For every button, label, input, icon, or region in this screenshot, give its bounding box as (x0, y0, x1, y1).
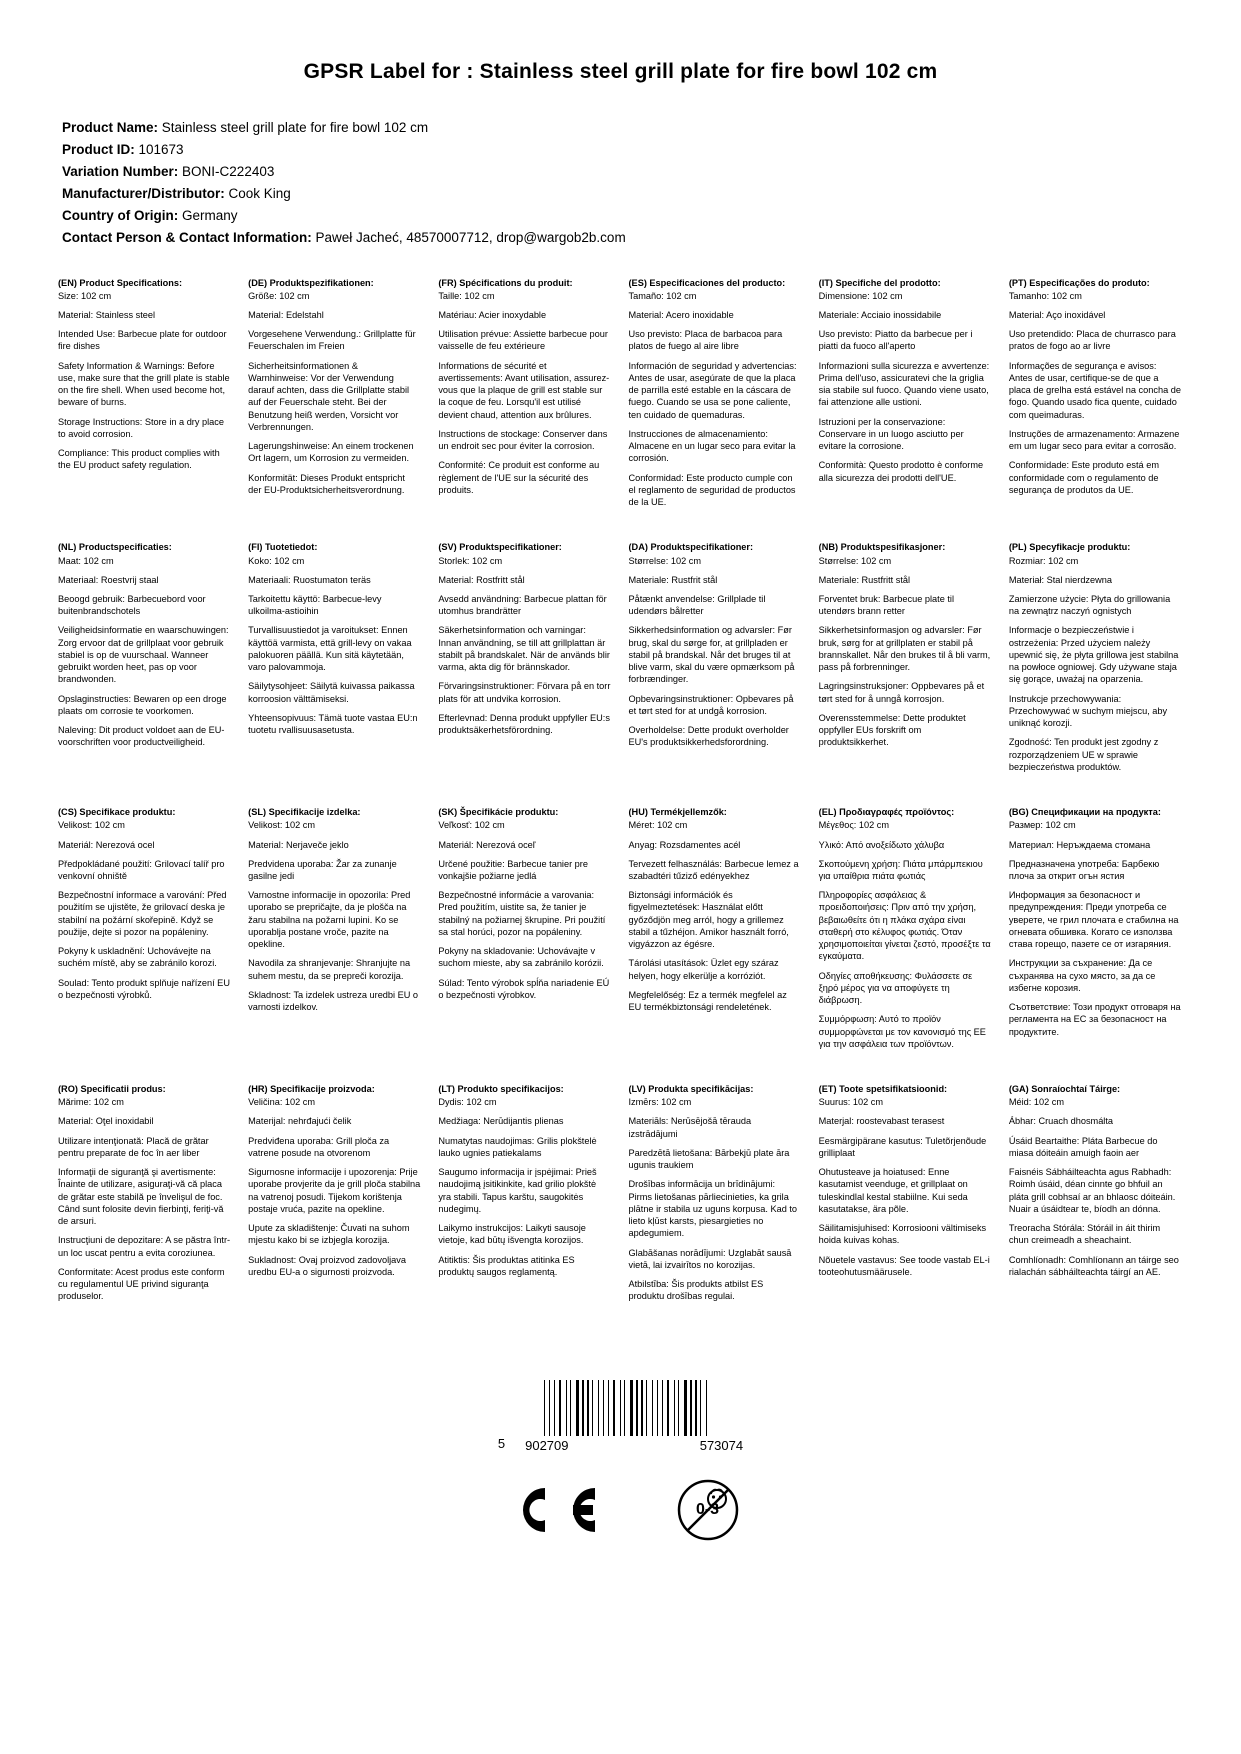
spec-paragraph: Instrukcje przechowywania: Przechowywać w suchym miejscu, aby uniknąć korozji. (1008, 693, 1170, 729)
spec-paragraph: Vorgesehene Verwendung.: Grillplatte für Feuerschalen im Freien (248, 329, 419, 352)
spec-paragraph: Istruzioni per la conservazione: Conservare in un luogo asciutto per evitare la corrosione. (818, 416, 967, 452)
spec-paragraph: Predvidena uporaba: Žar za zunanje gasilne jedi (248, 858, 400, 881)
spec-paragraph: Uso previsto: Piatto da barbecue per i piatti da fuoco all'aperto (818, 329, 975, 352)
spec-paragraph: Materjal: roostevabast terasest (818, 1116, 945, 1127)
spec-paragraph: Uso previsto: Placa de barbacoa para platos de fuego al aire libre (628, 329, 785, 352)
spec-paragraph: Πληροφορίες ασφάλειας & προειδοποιήσεις: Πριν από την χρήση, βεβαιωθείτε ότι η πλάκα σχάρα είναι σταθερή στο κέλυφος φωτιάς. Όταν χρησιμοποιείται γίνεται ζεστό, προσέξτε τα εγκαύματα. (818, 890, 994, 962)
spec-paragraph: Tamaño: 102 cm (628, 290, 697, 301)
spec-heading: (HR) Specifikacije proizvoda: (248, 1084, 375, 1095)
spec-block-fi (248, 541, 422, 806)
spec-paragraph: Υλικό: Από ανοξείδωτο χάλυβα (818, 839, 945, 850)
spec-paragraph: Förvaringsinstruktioner: Förvara på en torr plats för att undvika korrosion. (438, 681, 613, 704)
spec-paragraph: Größe: 102 cm (248, 290, 310, 301)
spec-paragraph: Material: Stainless steel (58, 310, 156, 320)
spec-paragraph: Instructions de stockage: Conserver dans un endroit sec pour éviter la corrosion. (438, 428, 610, 452)
spec-paragraph: Størrelse: 102 cm (818, 555, 892, 566)
spec-heading: (EL) Προδιαγραφές προϊόντος: (818, 807, 955, 818)
spec-paragraph: Velikost: 102 cm (58, 820, 125, 831)
spec-block-nb (819, 541, 993, 806)
spec-paragraph: Bezpečnostné informácie a varovania: Pred použitím, uistite sa, že tanier je stabilný na požiarnej škrupine. Pri použití sa stal horúci, pozor na popáleniny. (438, 890, 608, 937)
spec-paragraph: Zgodność: Ten produkt jest zgodny z rozporządzeniem UE w sprawie bezpieczeństwa produktów. (1008, 737, 1161, 772)
spec-block-nl (58, 541, 232, 806)
spec-block-hr (248, 1083, 422, 1336)
spec-paragraph: Conformitate: Acest produs este conform cu regulamentul UE privind siguranţa produselor. (58, 1266, 228, 1302)
spec-paragraph: Material: Acero inoxidable (628, 310, 734, 320)
spec-paragraph: Maat: 102 cm (58, 555, 114, 566)
meta-row-contact (62, 228, 1183, 249)
meta-value: BONI-C222403 (182, 163, 275, 179)
spec-paragraph: Opslaginstructies: Bewaren op een droge plaats om corrosie te voorkomen. (58, 693, 230, 716)
spec-paragraph: Úsáid Beartaithe: Pláta Barbecue do miasa dóiteáin amuigh faoin aer (1008, 1135, 1161, 1158)
spec-block-et (819, 1083, 993, 1336)
spec-paragraph: Tamanho: 102 cm (1008, 290, 1082, 301)
spec-paragraph: Overholdelse: Dette produkt overholder EU's produktsikkerhedsforordning. (628, 725, 792, 748)
spec-block-el (819, 806, 993, 1083)
spec-paragraph: Saugumo informacija ir įspėjimai: Prieš naudojimą įsitikinkite, kad grilio plokštė yra stabili. Tapus karštu, saugokitės nudegimų. (438, 1167, 600, 1214)
spec-paragraph: Bezpečnostní informace a varování: Před použitím se ujistěte, že grilovací deska je stabilní na požární skořepině. Když se použije, dejte si pozor na popáleniny. (58, 890, 230, 937)
spec-paragraph: Mărime: 102 cm (58, 1097, 124, 1108)
spec-heading: (FI) Tuotetiedot: (248, 542, 318, 553)
spec-paragraph: Navodila za shranjevanje: Shranjujte na suhem mestu, da se prepreči korozija. (248, 958, 413, 981)
spec-paragraph: Koko: 102 cm (248, 555, 305, 566)
spec-paragraph: Materiale: Rustfritt stål (818, 574, 911, 585)
spec-block-pl (1009, 541, 1183, 806)
spec-paragraph: Súlad: Tento výrobok spĺňa nariadenie EÚ o bezpečnosti výrobkov. (438, 977, 612, 1000)
spec-heading: (LT) Produkto specifikacijos: (438, 1084, 564, 1095)
spec-heading: (EN) Product Specifications: (58, 277, 183, 288)
spec-paragraph: Méret: 102 cm (628, 820, 688, 831)
spec-heading: (SK) Špecifikácie produktu: (438, 807, 559, 818)
spec-paragraph: Sikkerhetsinformasjon og advarsler: Før bruk, sørg for at grillplaten er stabil på brannskallet. Når den brukes til å bli varm, pass på forbrenninger. (818, 625, 993, 673)
meta-value: Germany (182, 207, 238, 223)
spec-block-da (629, 541, 803, 806)
barcode (498, 1380, 743, 1453)
spec-paragraph: Megfelelőség: Ez a termék megfelel az EU termékbiztonsági rendeletének. (628, 989, 790, 1013)
spec-paragraph: Conformidad: Este producto cumple con el reglamento de seguridad de productos de la UE. (628, 472, 799, 508)
meta-row-country-of-origin (62, 206, 1183, 227)
spec-paragraph: Información de seguridad y advertencias: Antes de usar, asegúrate de que la placa de parrilla esté estable en la cáscara de fuego. Cuando se usa se pone caliente, ten cuidado de quemaduras. (628, 360, 799, 420)
spec-paragraph: Nõuetele vastavus: See toode vastab EL-i tooteohutusmäärusele. (818, 1254, 993, 1277)
spec-paragraph: Οδηγίες αποθήκευσης: Φυλάσσετε σε ξηρό μέρος για να αποφύγετε τη διάβρωση. (818, 970, 975, 1006)
spec-block-sl (248, 806, 422, 1083)
spec-paragraph: Säilytysohjeet: Säilytä kuivassa paikassa korroosion välttämiseksi. (248, 681, 418, 704)
spec-paragraph: Σκοπούμενη χρήση: Πιάτα μπάρμπεκιου για υπαίθρια πιάτα φωτιάς (818, 858, 986, 881)
spec-paragraph: Zamierzone użycie: Płyta do grillowania na zewnątrz naczyń ognistych (1008, 593, 1173, 617)
spec-paragraph: Velikost: 102 cm (248, 820, 316, 831)
spec-paragraph: Forventet bruk: Barbecue plate til utendørs brann retter (818, 593, 957, 617)
spec-paragraph: Beoogd gebruik: Barbecuebord voor buitenbrandschotels (58, 593, 209, 617)
spec-block-bg (1009, 806, 1183, 1083)
spec-paragraph: Sukladnost: Ovaj proizvod zadovoljava uredbu EU-a o sigurnosti proizvoda. (248, 1254, 409, 1277)
meta-label: Product Name: (62, 120, 159, 135)
spec-paragraph: Материал: Неръждаема стомана (1008, 839, 1151, 850)
meta-label: Contact Person & Contact Information: (62, 229, 312, 245)
spec-paragraph: Размер: 102 cm (1008, 820, 1076, 831)
spec-paragraph: Material: Rostfritt stål (438, 574, 525, 585)
ce-mark-icon (503, 1482, 599, 1538)
spec-paragraph: Dimensione: 102 cm (818, 290, 903, 301)
spec-block-fr (438, 277, 612, 542)
spec-paragraph: Rozmiar: 102 cm (1008, 555, 1079, 566)
spec-paragraph: Taille: 102 cm (438, 290, 495, 301)
spec-paragraph: Skladnost: Ta izdelek ustreza uredbi EU o varnosti izdelkov. (248, 989, 421, 1013)
spec-paragraph: Pokyny na skladovanie: Uchovávajte v suchom mieste, aby sa zabránilo korózii. (438, 946, 604, 969)
spec-paragraph: Size: 102 cm (58, 290, 112, 301)
meta-value: Cook King (228, 185, 291, 201)
spec-heading: (PL) Specyfikacje produktu: (1008, 542, 1131, 553)
spec-paragraph: Informaţii de siguranţă şi avertismente: Înainte de utilizare, asiguraţi-vă că placa de grătar este stabilă pe învelişul de foc. Când sunt folosite devin fierbinţi, feriţi-vă de arsuri. (58, 1167, 227, 1227)
spec-block-sk (438, 806, 612, 1083)
spec-paragraph: Konformität: Dieses Produkt entspricht der EU-Produktsicherheitsverordnung. (248, 472, 408, 495)
spec-block-pt (1009, 277, 1183, 542)
spec-block-ga (1009, 1083, 1183, 1336)
meta-value: 101673 (138, 141, 184, 157)
spec-paragraph: Laikymo instrukcijos: Laikyti sausoje vietoje, kad būtų išvengta korozijos. (438, 1223, 589, 1246)
meta-row-product-id (62, 140, 1183, 161)
barcode-lead-digit: 5 (497, 1435, 506, 1451)
spec-paragraph: Efterlevnad: Denna produkt uppfyller EU:s produktsäkerhetsförordning. (438, 712, 613, 736)
spec-paragraph: Materiāls: Nerūsējošā tērauda izstrādājumi (628, 1116, 754, 1139)
spec-heading: (CS) Specifikace produktu: (58, 807, 176, 818)
spec-block-cs (58, 806, 232, 1083)
spec-paragraph: Drošības informācija un brīdinājumi: Pirms lietošanas pārliecinieties, ka grila plātne ir stabila uz uguns korpusa. Kad to lieto kļūst karsts, piesargieties no apdegumiem. (628, 1179, 800, 1239)
barcode-bars (544, 1380, 711, 1436)
spec-paragraph: Instruções de armazenamento: Armazene em um lugar seco para evitar a corrosão. (1008, 428, 1182, 452)
spec-paragraph: Atbilstība: Šis produkts atbilst ES produktu drošības regulai. (628, 1279, 766, 1302)
spec-paragraph: Určené použitie: Barbecue tanier pre vonkajšie požiarne jedlá (438, 858, 591, 881)
spec-paragraph: Paredzētā lietošana: Bārbekjū plate āra ugunis traukiem (628, 1147, 792, 1171)
spec-block-sv (438, 541, 612, 806)
spec-paragraph: Utilisation prévue: Assiette barbecue pour vaisselle de feu extérieure (438, 329, 611, 352)
spec-paragraph: Инструкции за съхранение: Да се съхранява на сухо място, за да се избегне корозия. (1008, 958, 1158, 993)
spec-paragraph: Matériau: Acier inoxydable (438, 310, 547, 320)
spec-paragraph: Eesmärgipärane kasutus: Tuletõrjenõude grilliplaat (818, 1135, 989, 1158)
spec-paragraph: Sigurnosne informacije i upozorenja: Prije uporabe provjerite da je grill ploča stabilna na vatrenoj posudi. Tijekom korištenja postaje vruća, pazite na opekline. (248, 1167, 423, 1214)
spec-paragraph: Faisnéis Sábháilteachta agus Rabhadh: Roimh úsáid, déan cinnte go bhfuil an pláta grill cobhsaí ar an bhlaosc dóiteáin. Nuair a úsáidtear te, bíodh an dónna. (1008, 1167, 1178, 1214)
specifications-grid (58, 277, 1183, 1336)
spec-paragraph: Съответствие: Този продукт отговаря на регламента на ЕС за безопасност на продуктите. (1008, 1002, 1184, 1037)
meta-label: Product ID: (62, 141, 135, 157)
spec-heading: (SV) Produktspecifikationer: (438, 542, 562, 553)
spec-paragraph: Compliance: This product complies with the EU product safety regulation. (58, 448, 223, 471)
spec-paragraph: Materiale: Acciaio inossidabile (818, 310, 942, 320)
spec-paragraph: Storlek: 102 cm (438, 555, 503, 566)
spec-block-es (629, 277, 803, 542)
spec-paragraph: Conformidade: Este produto está em conformidade com o regulamento de segurança de produtos da UE. (1008, 460, 1162, 495)
spec-paragraph: Izmērs: 102 cm (628, 1097, 692, 1108)
barcode-numbers (511, 1438, 743, 1453)
meta-row-product-name (62, 118, 1183, 139)
meta-value: Stainless steel grill plate for fire bowl 102 cm (161, 120, 429, 135)
spec-paragraph: Varnostne informacije in opozorila: Pred uporabo se prepričajte, da je plošča na žaru stabilna na požarni lupini. Ko se uporablja postane vroče, pazite na opekline. (248, 890, 413, 950)
spec-paragraph: Materiaali: Ruostumaton teräs (248, 574, 371, 585)
spec-paragraph: Intended Use: Barbecue plate for outdoor fire dishes (58, 329, 230, 352)
spec-paragraph: Påtænkt anvendelse: Grillplade til udendørs bålretter (628, 593, 768, 617)
spec-paragraph: Předpokládané použití: Grilovací talíř pro venkovní ohniště (58, 858, 228, 881)
spec-paragraph: Turvallisuustiedot ja varoitukset: Ennen käyttöä varmista, että grill-levy on vakaa palokuoren päällä. Kun sitä käytetään, varo palovammoja. (248, 625, 415, 673)
spec-paragraph: Materijal: nehrđajući čelik (248, 1116, 352, 1127)
spec-paragraph: Veiligheidsinformatie en waarschuwingen: Zorg ervoor dat de grillplaat voor gebruik stabiel is op de vuurschaal. Wanneer gebruikt worden heet, pas op voor brandwonden. (58, 625, 232, 685)
spec-paragraph: Informazioni sulla sicurezza e avvertenze: Prima dell'uso, assicuratevi che la griglia sia stabile sul fuoco. Quando viene usato, fai attenzione alle ustioni. (818, 360, 992, 408)
spec-paragraph: Informações de segurança e avisos: Antes de usar, certifique-se de que a placa de grelha está estável na concha de fogo. Quando usado fica quente, cuidado com queimaduras. (1008, 360, 1184, 420)
spec-paragraph: Conformità: Questo prodotto è conforme alla sicurezza dei prodotti dell'UE. (818, 460, 986, 483)
spec-paragraph: Instrucţiuni de depozitare: A se păstra într-un loc uscat pentru a evita coroziunea. (58, 1235, 231, 1258)
spec-paragraph: Sikkerhedsinformation og advarsler: Før brug, skal du sørge for, at grillpladen er stabil på brandskal. Når det bruges til at blive varm, skal du være opmærksom på forbrændinger. (628, 625, 798, 685)
spec-heading: (GA) Sonraíochtaí Táirge: (1008, 1084, 1121, 1095)
spec-block-hu (629, 806, 803, 1083)
spec-paragraph: Materiale: Rustfrit stål (628, 574, 718, 585)
spec-paragraph: Tarkoitettu käyttö: Barbecue-levy ulkoilma-astioihin (248, 593, 384, 617)
spec-heading: (ES) Especificaciones del producto: (628, 277, 786, 288)
spec-heading: (NB) Produktspesifikasjoner: (818, 542, 946, 553)
spec-paragraph: Biztonsági információk és figyelmeztetések: Használat előtt győződjön meg arról, hogy a grillemez stabil a tűzhéjon. Amikor használt forró, vigyázzon az égésre. (628, 890, 792, 950)
product-meta (62, 118, 1183, 249)
spec-paragraph: Comhlíonadh: Comhlíonann an táirge seo rialachán sábháilteachta táirgí an AE. (1008, 1254, 1182, 1277)
age-warning-icon (677, 1479, 739, 1541)
spec-paragraph: Ohutusteave ja hoiatused: Enne kasutamist veenduge, et grillplaat on tuleskindlal kestal stabiilne. Kui seda kasutatakse, ära põle. (818, 1167, 971, 1214)
spec-heading: (NL) Productspecificaties: (58, 542, 172, 553)
spec-heading: (PT) Especificações do produto: (1008, 277, 1150, 288)
spec-block-de (248, 277, 422, 542)
meta-row-manufacturer (62, 184, 1183, 205)
spec-paragraph: Avsedd användning: Barbecue plattan för utomhus brandrätter (438, 593, 610, 617)
spec-paragraph: Ábhar: Cruach dhosmálta (1008, 1116, 1114, 1127)
barcode-group-left: 902709 (525, 1437, 569, 1453)
spec-paragraph: Μέγεθος: 102 cm (818, 820, 889, 831)
spec-heading: (RO) Specificatii produs: (58, 1084, 166, 1095)
spec-paragraph: Utilizare intenţionată: Placă de grătar pentru preparate de foc în aer liber (58, 1135, 212, 1158)
barcode-group-right: 573074 (699, 1437, 744, 1453)
spec-paragraph: Informacje o bezpieczeństwie i ostrzeżenia: Przed użyciem należy upewnić się, że płyta grillowa jest stabilna na powłoce ogniowej. Gdy używane staja się gorące, uważaj na oparzenia. (1008, 625, 1181, 685)
spec-block-it (819, 277, 993, 542)
meta-label: Country of Origin: (62, 207, 179, 223)
spec-block-ro (58, 1083, 232, 1336)
spec-heading: (SL) Specifikacije izdelka: (248, 807, 361, 818)
spec-heading: (ET) Toote spetsifikatsioonid: (818, 1084, 948, 1095)
spec-paragraph: Suurus: 102 cm (818, 1097, 884, 1108)
spec-paragraph: Pokyny k uskladnění: Uchovávejte na suchém místě, aby se zabránilo korozi. (58, 946, 217, 969)
barcode-body (511, 1380, 743, 1453)
spec-paragraph: Materiál: Nerezová ocel (58, 839, 155, 850)
spec-paragraph: Numatytas naudojimas: Grilis plokštelė lauko ugnies patiekalams (438, 1135, 600, 1158)
spec-paragraph: Opbevaringsinstruktioner: Opbevares på et tørt sted for at undgå korrosion. (628, 693, 797, 716)
spec-paragraph: Treoracha Stórála: Stóráil in áit thirim chun creimeadh a sheachaint. (1008, 1223, 1163, 1246)
spec-paragraph: Lagerungshinweise: An einem trockenen Ort lagern, um Korrosion zu vermeiden. (248, 441, 417, 464)
spec-paragraph: Conformité: Ce produit est conforme au règlement de l'UE sur la sécurité des produits. (438, 460, 602, 495)
spec-paragraph: Soulad: Tento produkt splňuje nařízení EU o bezpečnosti výrobků. (58, 977, 233, 1000)
spec-paragraph: Информация за безопасност и предупреждения: Преди употреба се уверете, че грил плочата е стабилна на огневата обшивка. Когато се използва става горещо, пазете се от изгаряния. (1008, 890, 1182, 950)
spec-paragraph: Tárolási utasítások: Üzlet egy száraz helyen, hogy elkerülje a korróziót. (628, 958, 782, 981)
spec-paragraph: Størrelse: 102 cm (628, 555, 701, 566)
spec-heading: (FR) Spécifications du produit: (438, 277, 573, 288)
spec-paragraph: Predviđena uporaba: Grill ploča za vatrene posude na otvorenom (248, 1135, 392, 1158)
meta-label: Variation Number: (62, 163, 179, 179)
spec-paragraph: Upute za skladištenje: Čuvati na suhom mjestu kako bi se izbjegla korozija. (248, 1223, 413, 1246)
spec-heading: (DA) Produktspecifikationer: (628, 542, 754, 553)
spec-paragraph: Tervezett felhasználás: Barbecue lemez a szabadtéri tűziző edényekhez (628, 858, 802, 881)
spec-paragraph: Säilitamisjuhised: Korrosiooni vältimiseks hoida kuivas kohas. (818, 1223, 989, 1246)
spec-paragraph: Materiaal: Roestvrij staal (58, 574, 159, 585)
spec-paragraph: Informations de sécurité et avertissements: Avant utilisation, assurez-vous que la plaque de grill est stable sur la coque de feu. Lorsqu'il est utilisé devient chaud, attention aux brûlures. (438, 360, 610, 420)
spec-paragraph: Sicherheitsinformationen & Warnhinweise: Vor der Verwendung darauf achten, dass die Grillplatte stabil auf der Feuerschale steht. Bei der Benutzung heiß werden, Vorsicht vor Verbrennungen. (248, 360, 412, 432)
spec-block-en (58, 277, 232, 542)
spec-paragraph: Yhteensopivuus: Tämä tuote vastaa EU:n tuotetu rvallisuusasetusta. (248, 712, 421, 736)
spec-heading: (DE) Produktspezifikationen: (248, 277, 374, 288)
spec-paragraph: Materiál: Nerezová oceľ (438, 839, 536, 850)
spec-paragraph: Material: Oţel inoxidabil (58, 1116, 154, 1127)
spec-heading: (IT) Specifiche del prodotto: (818, 277, 941, 288)
spec-heading: (HU) Termékjellemzők: (628, 807, 727, 818)
spec-block-lv (629, 1083, 803, 1336)
spec-paragraph: Overensstemmelse: Dette produktet oppfyller EUs forskrift om produktsikkerhet. (818, 712, 969, 748)
spec-paragraph: Medžiaga: Nerūdijantis plienas (438, 1116, 564, 1127)
spec-paragraph: Material: Edelstahl (248, 310, 324, 320)
spec-paragraph: Anyag: Rozsdamentes acél (628, 839, 741, 850)
spec-paragraph: Méid: 102 cm (1008, 1097, 1064, 1108)
meta-value: Paweł Jacheć, 48570007712, drop@wargob2b.com (315, 229, 626, 245)
spec-paragraph: Säkerhetsinformation och varningar: Innan användning, se till att grillplattan är stabilt på brandskalet. När de används blir varma, akta dig för brännskador. (438, 625, 613, 673)
spec-paragraph: Veľkosť: 102 cm (438, 820, 505, 831)
spec-paragraph: Glabāšanas norādījumi: Uzglabāt sausā vietā, lai izvairītos no korozijas. (628, 1247, 794, 1270)
spec-paragraph: Uso pretendido: Placa de churrasco para pratos de fogo ao ar livre (1008, 329, 1179, 352)
page-title: GPSR Label for : Stainless steel grill plate for fire bowl 102 cm (303, 60, 938, 83)
spec-paragraph: Naleving: Dit product voldoet aan de EU-voorschriften voor productveiligheid. (58, 725, 225, 748)
spec-paragraph: Materiał: Stal nierdzewna (1008, 574, 1112, 585)
spec-paragraph: Dydis: 102 cm (438, 1097, 497, 1108)
compliance-marks (503, 1479, 739, 1541)
spec-paragraph: Material: Nerjaveče jeklo (248, 839, 349, 850)
spec-paragraph: Safety Information & Warnings: Before use, make sure that the grill plate is stable on the fire shell. When used become hot, beware of burns. (58, 360, 233, 408)
spec-paragraph: Lagringsinstruksjoner: Oppbevares på et tørt sted for å unngå korrosjon. (818, 681, 987, 704)
meta-row-variation-number (62, 162, 1183, 183)
spec-paragraph: Atitiktis: Šis produktas atitinka ES produktų saugos reglamentą. (438, 1254, 578, 1277)
spec-block-lt (438, 1083, 612, 1336)
spec-paragraph: Veličina: 102 cm (248, 1097, 316, 1108)
age-warning-label: 0-3 (695, 1500, 720, 1518)
spec-paragraph: Предназначена употреба: Барбекю плоча за открит огън ястия (1008, 858, 1162, 881)
spec-paragraph: Material: Aço inoxidável (1008, 310, 1106, 320)
label-footer (58, 1350, 1183, 1541)
spec-paragraph: Storage Instructions: Store in a dry place to avoid corrosion. (58, 416, 227, 439)
spec-paragraph: Instrucciones de almacenamiento: Almacene en un lugar seco para evitar la corrosión. (628, 428, 799, 464)
spec-paragraph: Συμμόρφωση: Αυτό το προϊόν συμμορφώνεται με τον κανονισμό της ΕΕ για την ασφάλεια των προϊόντων. (818, 1014, 989, 1049)
spec-heading: (BG) Спецификации на продукта: (1008, 807, 1161, 818)
meta-label: Manufacturer/Distributor: (62, 185, 225, 201)
spec-heading: (LV) Produkta specifikācijas: (628, 1084, 754, 1095)
